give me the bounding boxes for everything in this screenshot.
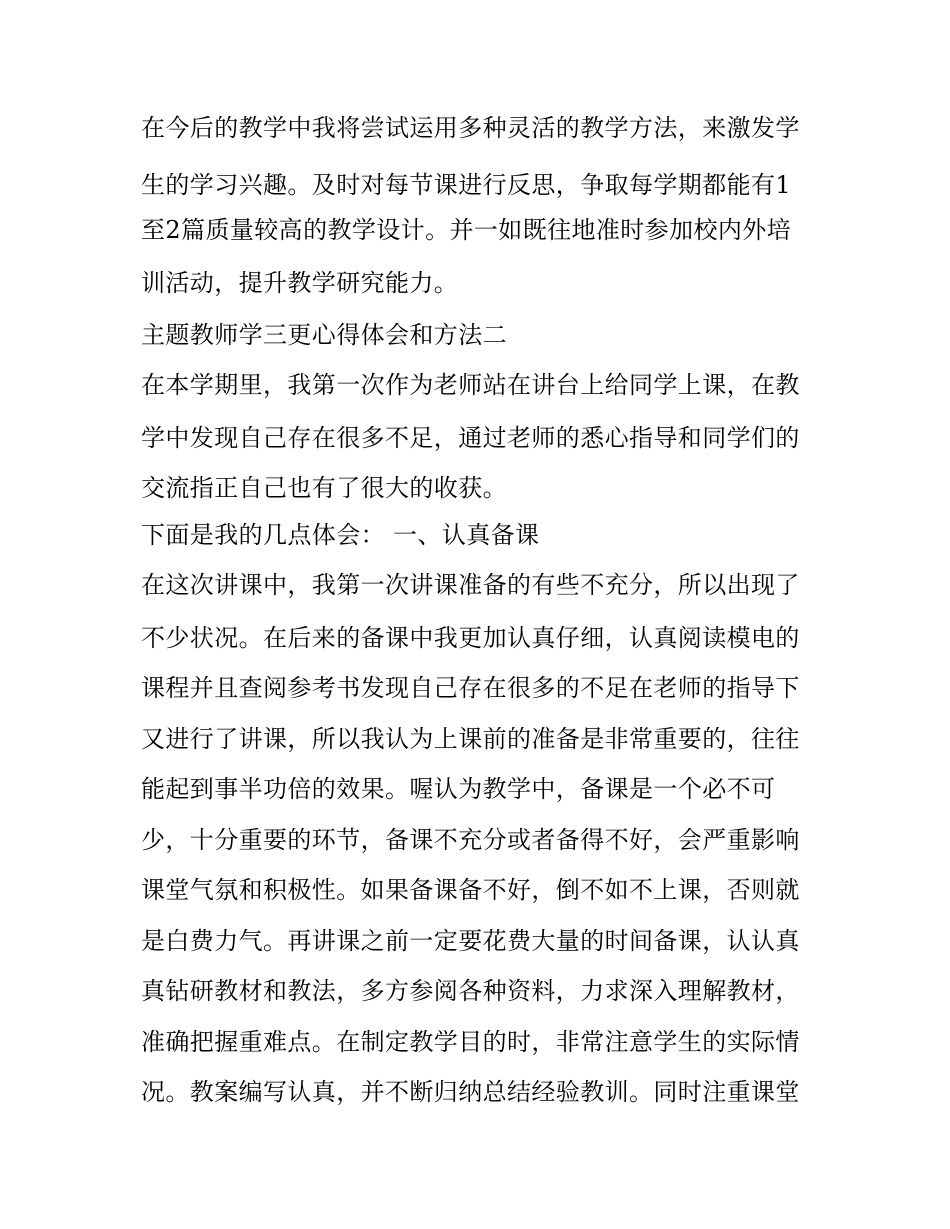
text-line: 交流指正自己也有了很大的收获。 [141,474,507,502]
text-line: 在本学期里，我第一次作为老师站在讲台上给同学上课，在教 [141,371,800,399]
text-line: 又进行了讲课，所以我认为上课前的准备是非常重要的，往往 [141,725,800,753]
section-heading: 主题教师学三更心得体会和方法二 [141,321,507,349]
text-line: 训活动，提升教学研究能力。 [141,269,459,297]
text-line: 课堂气氛和积极性。如果备课备不好，倒不如不上课，否则就 [141,876,800,904]
text-line: 少，十分重要的环节，备课不充分或者备得不好，会严重影响 [141,826,800,854]
text-line: 至2篇质量较高的教学设计。并一如既往地准时参加校内外培 [141,216,792,244]
text-line: 真钻研教材和教法，多方参阅各种资料，力求深入理解教材， [141,977,800,1005]
text-line: 在今后的教学中我将尝试运用多种灵活的教学方法，来激发学 [141,114,800,142]
text-line: 况。教案编写认真，并不断归纳总结经验教训。同时注重课堂 [141,1078,800,1106]
text-line: 生的学习兴趣。及时对每节课进行反思，争取每学期都能有1 [141,171,792,199]
text-line: 是白费力气。再讲课之前一定要花费大量的时间备课，认认真 [141,927,800,955]
text-line: 课程并且查阅参考书发现自己存在很多的不足在老师的指导下 [141,674,800,702]
text-line: 能起到事半功倍的效果。喔认为教学中，备课是一个必不可 [141,775,776,803]
text-line: 学中发现自己存在很多不足，通过老师的悉心指导和同学们的 [141,424,800,452]
text-line: 准确把握重难点。在制定教学目的时，非常注意学生的实际情 [141,1028,800,1056]
text-line: 在这次讲课中，我第一次讲课准备的有些不充分，所以出现了 [141,571,800,599]
text-line: 不少状况。在后来的备课中我更加认真仔细，认真阅读模电的 [141,624,800,652]
text-line: 下面是我的几点体会： 一、认真备课 [141,521,540,549]
